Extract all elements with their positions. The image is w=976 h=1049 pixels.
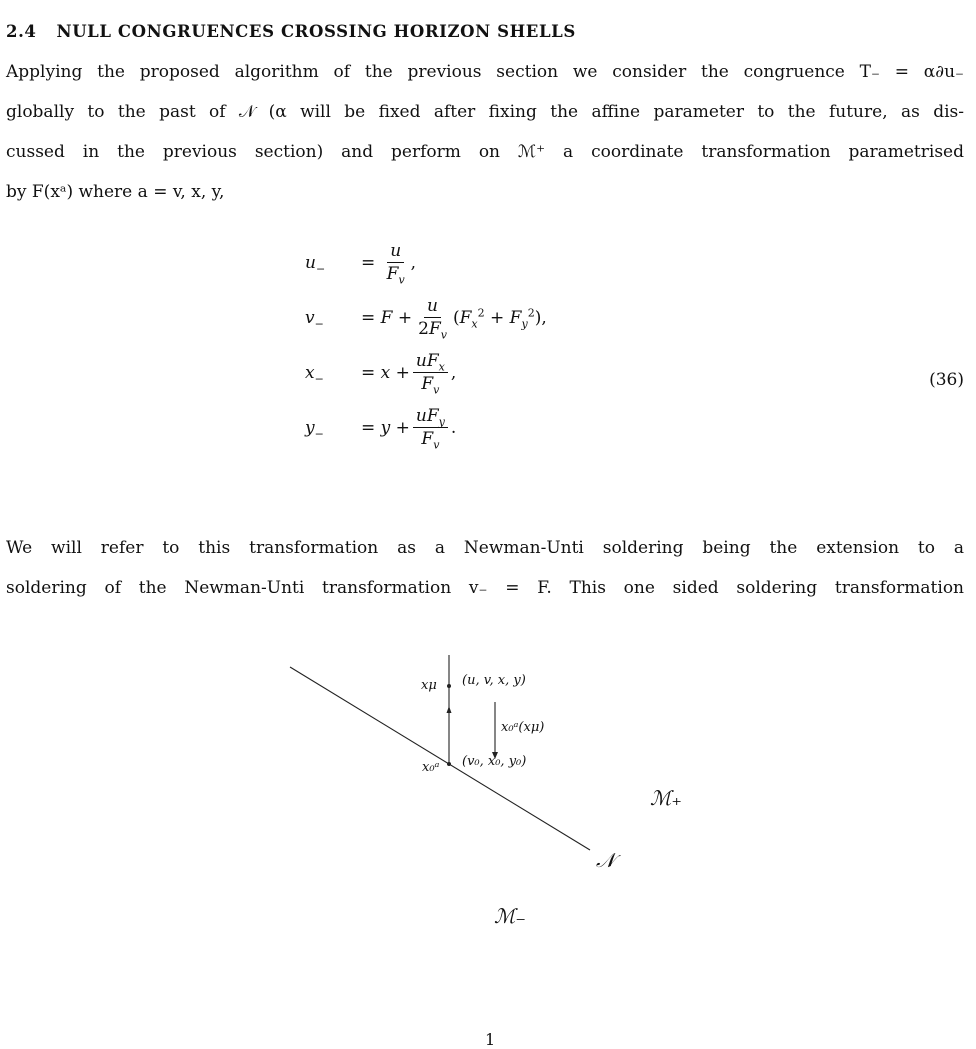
section-number: 2.4 — [6, 22, 37, 41]
paragraph-line-1: Applying the proposed algorithm of the previous section we consider the congruence T₋ = α∂u₋ — [6, 62, 964, 82]
equation-row: $v_-$ = F + $\frac{u}{2F_v}$ $(F_x^2 + F_y^2)$, — [305, 296, 547, 342]
point-bottom-label: x₀ᵃ — [422, 760, 440, 775]
congruence-arrow-head — [447, 706, 452, 713]
map-label: x₀ᵃ(xμ) — [501, 720, 545, 735]
point-top — [447, 684, 451, 688]
point-bottom — [447, 762, 451, 766]
equation-block — [305, 235, 547, 455]
null-surface-label: 𝒩 — [596, 848, 616, 872]
equation-number: (36) — [929, 370, 964, 390]
point-top-coords: (u, v, x, y) — [462, 673, 526, 688]
point-top-label: xμ — [421, 678, 437, 693]
equation-row: $u_-$ = $\frac{u}{F_v}$ , — [305, 241, 417, 287]
region-minus-label: ℳ₋ — [494, 904, 526, 928]
paragraph-line-2: globally to the past of 𝒩 (α will be fixed after fixing the affine parameter to the future, as dis- — [6, 102, 964, 122]
equation-row: $y_-$ = y + $\frac{uF_y}{F_v}$ . — [305, 406, 457, 452]
equation-row: $x_-$ = x + $\frac{uF_x}{F_v}$ , — [305, 351, 457, 397]
section-heading — [6, 22, 576, 41]
paragraph-line-4: by F(xᵃ) where a = v, x, y, — [6, 182, 225, 202]
region-plus-label: ℳ₊ — [650, 786, 682, 810]
paragraph-line-3: cussed in the previous section) and perform on ℳ⁺ a coordinate transformation parametrised — [6, 142, 964, 162]
section-title: NULL CONGRUENCES CROSSING HORIZON SHELLS — [56, 22, 576, 41]
paragraph-line-5: We will refer to this transformation as a Newman-Unti soldering being the extension to a — [6, 538, 964, 558]
congruence-figure — [270, 655, 630, 875]
point-bottom-coords: (v₀, x₀, y₀) — [462, 754, 527, 769]
paragraph-line-6: soldering of the Newman-Unti transformation v₋ = F. This one sided soldering transformation — [6, 578, 964, 598]
page-number: 1 — [485, 1030, 496, 1049]
null-surface-line — [290, 667, 590, 850]
